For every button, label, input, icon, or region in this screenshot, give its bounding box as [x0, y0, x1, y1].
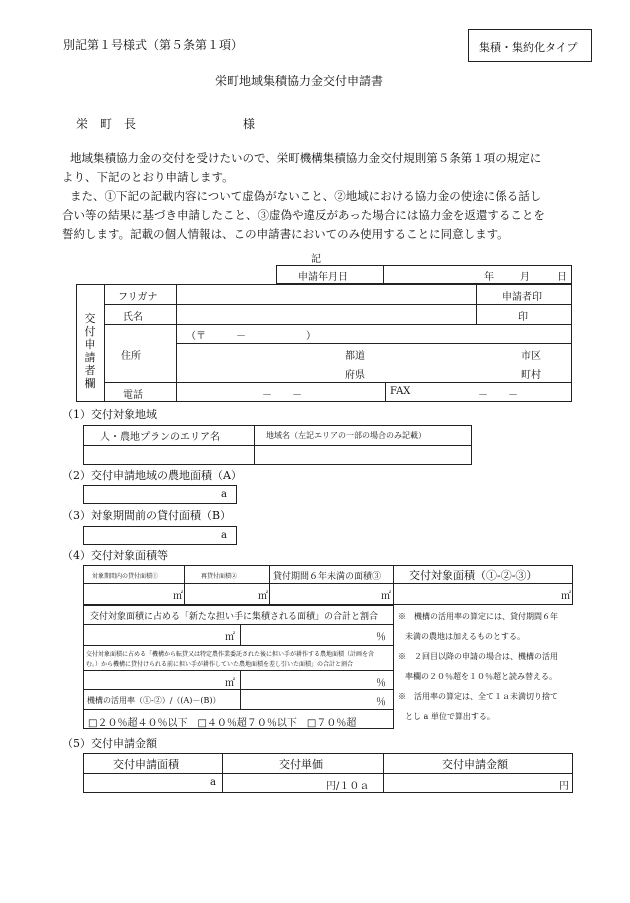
- transfer-area-input[interactable]: ㎡: [225, 678, 235, 689]
- intro-line-2: より、下記のとおり申請します。: [62, 170, 234, 184]
- fax-field[interactable]: － －: [478, 390, 518, 401]
- postal-code-field[interactable]: （〒 － ）: [186, 331, 316, 342]
- address-input[interactable]: [177, 344, 571, 381]
- intro-line-5: 誓約します。記載の個人情報は、この申請書においてのみ使用することに同意します。: [62, 227, 509, 241]
- page-title: 栄町地域集積協力金交付申請書: [215, 74, 384, 88]
- short-term-area-input[interactable]: ㎡: [381, 591, 391, 602]
- new-holder-percent-input[interactable]: ％: [376, 632, 386, 643]
- form-number: 別記第１号様式（第５条第１項）: [63, 38, 244, 52]
- release-area-input[interactable]: ㎡: [258, 591, 268, 602]
- furigana-input[interactable]: [177, 285, 475, 304]
- farmland-area-input[interactable]: a: [83, 485, 237, 504]
- new-holder-area-input[interactable]: ㎡: [225, 632, 235, 643]
- section-2-heading: （2）交付申請地域の農地面積（A）: [62, 469, 242, 482]
- addressee-honorific: 様: [243, 117, 256, 131]
- phone-field[interactable]: － －: [262, 390, 302, 401]
- application-amount-input[interactable]: 円: [559, 781, 569, 792]
- intro-line-3: また、①下記の記載内容について虚偽がないこと、②地域における協力金の使途に係る話し: [70, 189, 542, 203]
- prior-lease-area-input[interactable]: a: [83, 526, 237, 545]
- region-name-input[interactable]: [255, 446, 471, 464]
- addressee-name: 栄 町 長: [76, 117, 137, 131]
- target-area-input[interactable]: ㎡: [561, 591, 571, 602]
- section-3-heading: （3）対象期間前の貸付面積（B）: [62, 509, 232, 522]
- intro-line-4: 合い等の結果に基づき申請したこと、③虚偽や違反があった場合には協力金を返還することを: [62, 208, 545, 222]
- date-month-field[interactable]: 月: [520, 272, 530, 283]
- name-input[interactable]: [177, 305, 475, 324]
- seal-mark: 印: [518, 312, 528, 323]
- usage-rate-options[interactable]: □２０％超４０％以下 □４０％超７０％以下 □７０％超: [88, 718, 357, 729]
- date-year-field[interactable]: 年: [484, 272, 494, 283]
- lease-area-input[interactable]: ㎡: [173, 591, 183, 602]
- date-day-field[interactable]: 日: [557, 272, 567, 283]
- usage-rate-percent-input[interactable]: ％: [376, 697, 386, 708]
- transfer-percent-input[interactable]: ％: [376, 678, 386, 689]
- section-4-heading: （4）交付対象面積等: [62, 549, 168, 562]
- application-area-input[interactable]: a: [210, 777, 216, 788]
- area-name-input[interactable]: [84, 446, 253, 464]
- ki-label: 記: [311, 254, 321, 265]
- applicant-section-label: 交付申請者欄: [84, 312, 96, 390]
- unit-price-input[interactable]: 円/１０ａ: [326, 781, 370, 792]
- type-badge: 集積・集約化タイプ: [468, 29, 592, 62]
- section-5-heading: （5）交付申請金額: [62, 737, 157, 750]
- section-1-heading: （1）交付対象地域: [62, 408, 157, 421]
- intro-line-1: 地域集積協力金の交付を受けたいので、栄町機構集積協力金交付規則第５条第１項の規定に: [70, 151, 542, 165]
